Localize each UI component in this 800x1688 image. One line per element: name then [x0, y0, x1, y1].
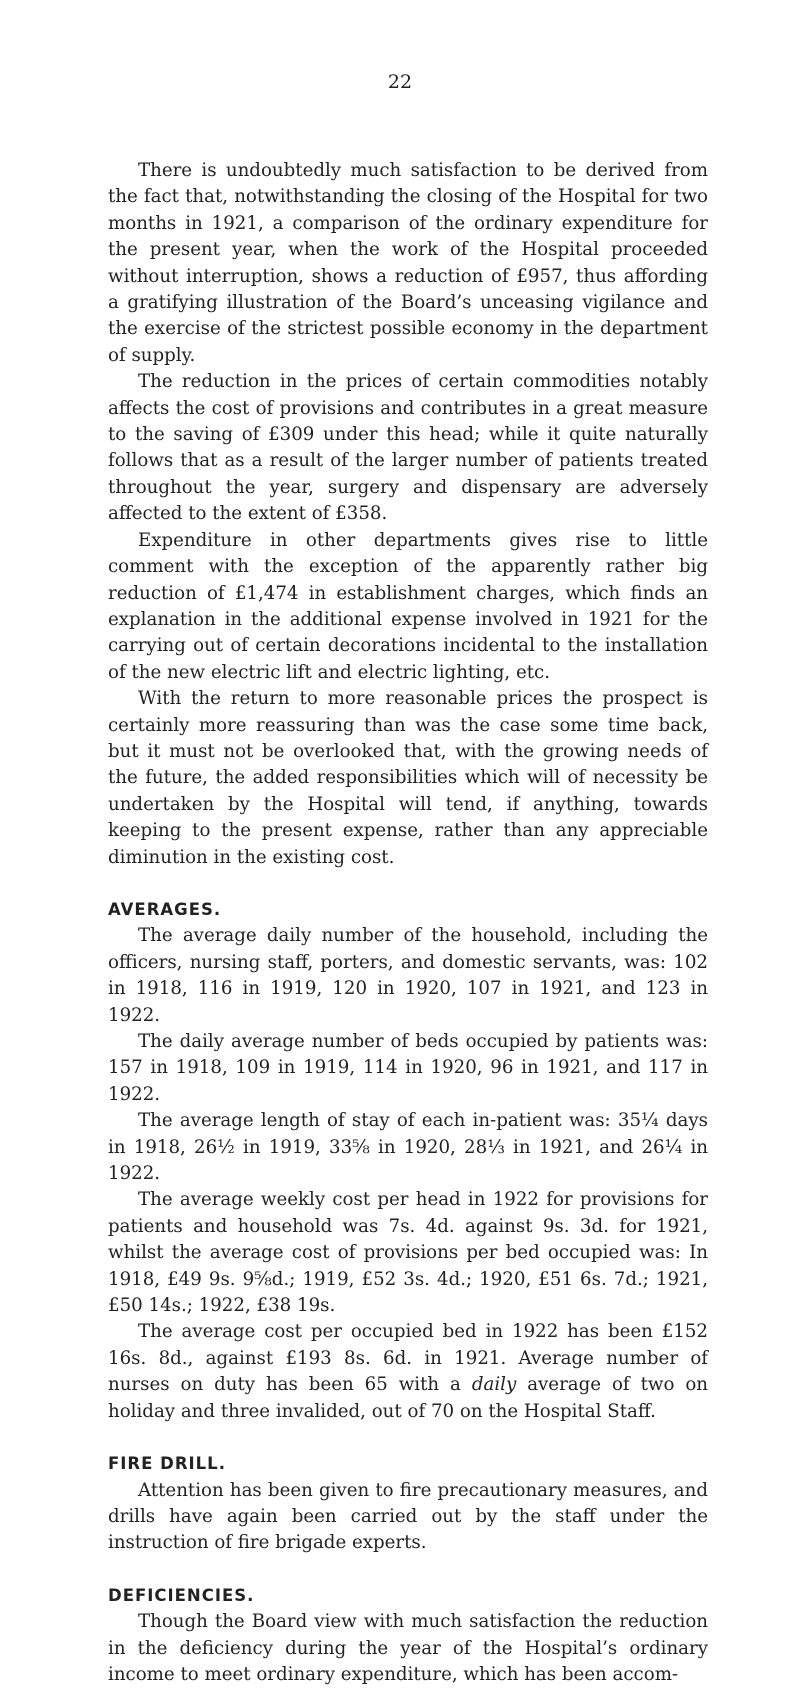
- fire-drill-paragraph: Attention has been given to fire precautionary measures, and drills have again been carried out by the staff under the instruction of fire brigade experts.: [108, 1479, 708, 1554]
- averages-paragraph-1: The average daily number of the household, including the officers, nursing staff, porters, and domestic servants, was: 102 in 1918, 116 in 1919, 120 in 1920, 107 in 1921, and 123 in 1922.: [108, 925, 708, 1026]
- intro-paragraph-3: Expenditure in other departments gives rise to little comment with the exception of the apparently rather big reduction of £1,474 in establishment charges, which finds an explanation in the additional expense involved in 1921 for the carrying out of certain decorations incidental to the installation of the new electric lift and electric lighting, etc.: [108, 529, 708, 683]
- averages-final-before: The average cost per occupied bed in 1922 has been £152 16s. 8d., against £193 8s. 6d. in 1921. Average number of nurses on duty has been 65 with a: [108, 1321, 708, 1396]
- averages-paragraph-2: The daily average number of beds occupied by patients was: 157 in 1918, 109 in 1919, 114 in 1920, 96 in 1921, and 117 in 1922.: [108, 1031, 708, 1105]
- intro-paragraph-1: There is undoubtedly much satisfaction to be derived from the fact that, notwithstanding the closing of the Hospital for two months in 1921, a comparison of the ordinary expenditure for the present year, when the work of the Hospital proceeded without interruption, shows a reduction of £957, thus affording a gratifying illustration of the Board’s unceasing vigilance and the exercise of the strictest possible economy in the department of supply.: [108, 160, 708, 366]
- fire-drill-heading: FIRE DRILL.: [108, 1454, 226, 1474]
- intro-paragraph-4: With the return to more reasonable prices the prospect is certainly more reassuring than was the case some time back, but it must not be overlooked that, with the growing needs of the future, the added responsibilities which will of necessity be undertaken by the Hospital will tend, if anything, towards keeping to the present expense, rather than any appreciable diminution in the existing cost.: [108, 688, 708, 868]
- averages-final-after: average of two on holiday and three invalided, out of 70 on the Hospital Staff.: [108, 1374, 709, 1422]
- intro-paragraph-2: The reduction in the prices of certain commodities notably affects the cost of provisions and contributes in a great measure to the saving of £309 under this head; while it quite naturally follows that as a result of the larger number of patients treated throughout the year, surgery and dispensary are adversely affected to the extent of £358.: [108, 371, 708, 525]
- section-spacer: [108, 871, 708, 897]
- deficiencies-paragraph: Though the Board view with much satisfaction the reduction in the deficiency during the year of the Hospital’s ordinary income to meet ordinary expenditure, which has been accom-: [108, 1611, 708, 1685]
- section-spacer: [108, 1425, 708, 1451]
- averages-paragraph-5: [108, 1319, 708, 1425]
- averages-paragraph-4: The average weekly cost per head in 1922 for provisions for patients and household was 7s. 4d. against 9s. 3d. for 1921, whilst the average cost of provisions per bed occupied was: In 1918, £49 9s. 9⅝d.; 1919, £52 3s. 4d.; 1920, £51 6s. 7d.; 1921, £50 14s.; 1922, £38 19s.: [108, 1189, 708, 1317]
- body-text: [108, 158, 708, 1688]
- section-spacer: [108, 1557, 708, 1583]
- deficiencies-heading: DEFICIENCIES.: [108, 1585, 255, 1605]
- averages-final-emphasis: daily: [471, 1374, 517, 1396]
- averages-heading: AVERAGES.: [108, 899, 222, 919]
- averages-paragraph-3: The average length of stay of each in-patient was: 35¼ days in 1918, 26½ in 1919, 33⅝ in 1920, 28⅓ in 1921, and 26¼ in 1922.: [108, 1110, 708, 1185]
- page-number: 22: [387, 71, 413, 93]
